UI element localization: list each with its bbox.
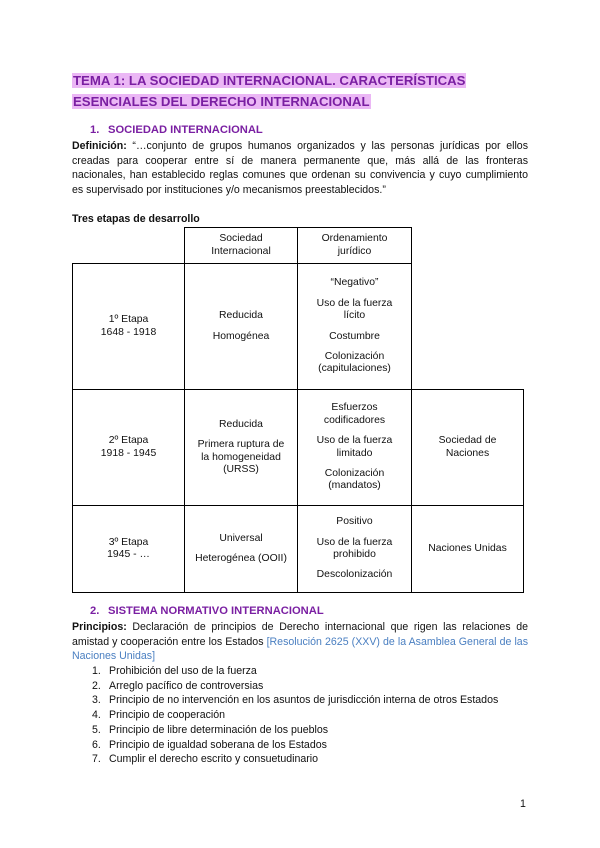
cell-text: prohibido	[333, 549, 376, 560]
cell-text: Esfuerzos	[331, 402, 378, 414]
order-cell	[297, 389, 412, 506]
cell-text: Uso de la fuerza	[316, 536, 393, 548]
cell-text: Homogénea	[212, 330, 270, 342]
list-item-number: 6.	[92, 738, 101, 751]
section-1-number: 1.	[90, 124, 100, 136]
cell-text: Colonización	[324, 350, 385, 362]
order-cell-block	[336, 516, 372, 528]
cell-text: la homogeneidad	[201, 451, 281, 463]
list-item-text: Principio de no intervención en los asuntos de jurisdicción interna de otros Estados	[109, 694, 499, 707]
cell-text: 2º Etapa	[108, 435, 149, 447]
order-cell-block	[317, 537, 393, 562]
cell-text: Uso de la fuerza	[316, 297, 393, 309]
title-line-1: TEMA 1: LA SOCIEDAD INTERNACIONAL. CARACTERÍSTICAS	[73, 73, 466, 88]
cell-text: (capitulaciones)	[318, 363, 391, 375]
stage-cell-block	[101, 435, 156, 460]
list-item	[92, 738, 498, 753]
order-cell-block	[324, 402, 385, 427]
section-2-number: 2.	[90, 605, 100, 617]
cell-text: Sociedad	[219, 233, 263, 245]
order-cell	[297, 505, 412, 593]
order-cell-block	[317, 298, 393, 323]
cell-text: Naciones Unidas	[428, 542, 507, 554]
definition-paragraph	[72, 139, 528, 197]
page-number: 1	[520, 798, 526, 810]
cell-text: Heterogénea (OOII)	[195, 553, 287, 564]
order-cell	[297, 263, 412, 390]
order-cell-block	[317, 569, 393, 581]
institution-cell-block	[428, 543, 507, 555]
table-caption: Tres etapas de desarrollo	[72, 213, 200, 225]
definition-label: Definición:	[72, 140, 127, 152]
cell-text: lícito	[343, 310, 366, 322]
cell-text: 1918 - 1945	[100, 447, 157, 459]
stage-cell	[72, 263, 185, 390]
cell-text: (URSS)	[223, 463, 259, 475]
cell-text: “Negativo”	[330, 277, 379, 289]
cell-text: 1648 - 1918	[100, 326, 157, 338]
cell-text: (mandatos)	[328, 480, 381, 492]
cell-text: Colonización	[324, 467, 385, 479]
header-order	[297, 227, 412, 264]
list-item-text: Principio de cooperación	[109, 709, 226, 722]
order-cell-block	[318, 351, 391, 376]
definition-text: “…conjunto de grupos humanos organizados y las personas jurídicas por ellos creadas para cooperar entre sí de manera permanente que, más allá de las fronteras nacionales, han establecido reglas comunes que ordenan su convivencia y cuyo cumplimiento es supervisado por instituciones y/o mecanismos preestablecidos.”	[72, 140, 528, 196]
list-item-number: 3.	[92, 694, 101, 707]
society-cell-block	[198, 439, 285, 476]
cell-text: Reducida	[219, 310, 263, 322]
list-item-number: 4.	[92, 709, 101, 722]
list-item	[92, 723, 498, 738]
list-item	[92, 693, 498, 708]
stage-cell-block	[107, 537, 150, 562]
society-cell-block	[213, 331, 270, 343]
header-order-block	[322, 233, 388, 258]
cell-text: Primera ruptura de	[197, 439, 285, 451]
cell-text: Reducida	[219, 418, 263, 430]
society-cell-block	[195, 553, 287, 565]
page-title	[72, 70, 528, 112]
cell-text: Naciones	[445, 447, 490, 459]
cell-text: 1945 - …	[107, 549, 150, 560]
order-cell-block	[329, 331, 380, 343]
list-item-number: 5.	[92, 723, 101, 736]
society-cell	[184, 389, 298, 506]
society-cell-block	[219, 533, 262, 545]
cell-text: Universal	[219, 532, 263, 544]
stage-cell-block	[101, 314, 156, 339]
institution-cell	[411, 505, 524, 593]
order-cell-block	[325, 468, 385, 493]
list-item	[92, 679, 498, 694]
list-item	[92, 664, 498, 679]
cell-text: Uso de la fuerza	[316, 435, 393, 447]
list-item-number: 2.	[92, 679, 101, 692]
society-cell	[184, 263, 298, 390]
section-2-heading	[90, 605, 324, 617]
order-cell-block	[331, 277, 379, 289]
principles-text: Declaración de principios de Derecho internacional que rigen las relaciones de amistad y cooperación entre los Estados	[72, 621, 528, 648]
stage-cell	[72, 505, 185, 593]
cell-text: Positivo	[336, 516, 373, 528]
list-item-number: 1.	[92, 665, 101, 677]
list-item	[92, 752, 498, 767]
list-item-text: Arreglo pacífico de controversias	[109, 679, 264, 692]
society-cell-block	[219, 419, 263, 431]
list-item-text: Principio de libre determinación de los pueblos	[109, 723, 329, 736]
resolution-link[interactable]: [Resolución 2625 (XXV) de la Asamblea General de las Naciones Unidas]	[72, 635, 528, 663]
institution-cell	[411, 389, 524, 506]
society-cell-block	[219, 310, 263, 322]
section-1-heading	[90, 124, 263, 136]
cell-text: 3º Etapa	[108, 536, 149, 548]
cell-text: Ordenamiento	[321, 233, 388, 245]
society-cell	[184, 505, 298, 593]
section-2-title: SISTEMA NORMATIVO INTERNACIONAL	[108, 605, 324, 617]
institution-cell-block	[439, 435, 497, 460]
cell-text: 1º Etapa	[108, 314, 149, 326]
stage-cell	[72, 389, 185, 506]
header-society-block	[211, 233, 271, 258]
principles-label: Principios:	[72, 621, 127, 633]
cell-text: codificadores	[323, 414, 386, 426]
cell-text: Sociedad de	[438, 435, 497, 447]
cell-text: Descolonización	[316, 569, 393, 581]
cell-text: jurídico	[337, 245, 372, 257]
order-cell-block	[317, 435, 393, 460]
cell-text: Costumbre	[329, 330, 380, 342]
principles-paragraph	[72, 620, 528, 664]
cell-text: limitado	[336, 447, 373, 459]
title-line-2: ESENCIALES DEL DERECHO INTERNACIONAL	[73, 94, 370, 109]
list-item-text: Prohibición del uso de la fuerza	[109, 665, 257, 677]
list-item	[92, 708, 498, 723]
list-item-text: Principio de igualdad soberana de los Estados	[109, 738, 327, 751]
list-item-text: Cumplir el derecho escrito y consuetudinario	[109, 753, 319, 766]
principles-list	[92, 664, 498, 767]
section-1-title: SOCIEDAD INTERNACIONAL	[108, 124, 263, 136]
cell-text: Internacional	[211, 245, 271, 257]
header-society	[184, 227, 298, 264]
list-item-number: 7.	[92, 753, 101, 766]
